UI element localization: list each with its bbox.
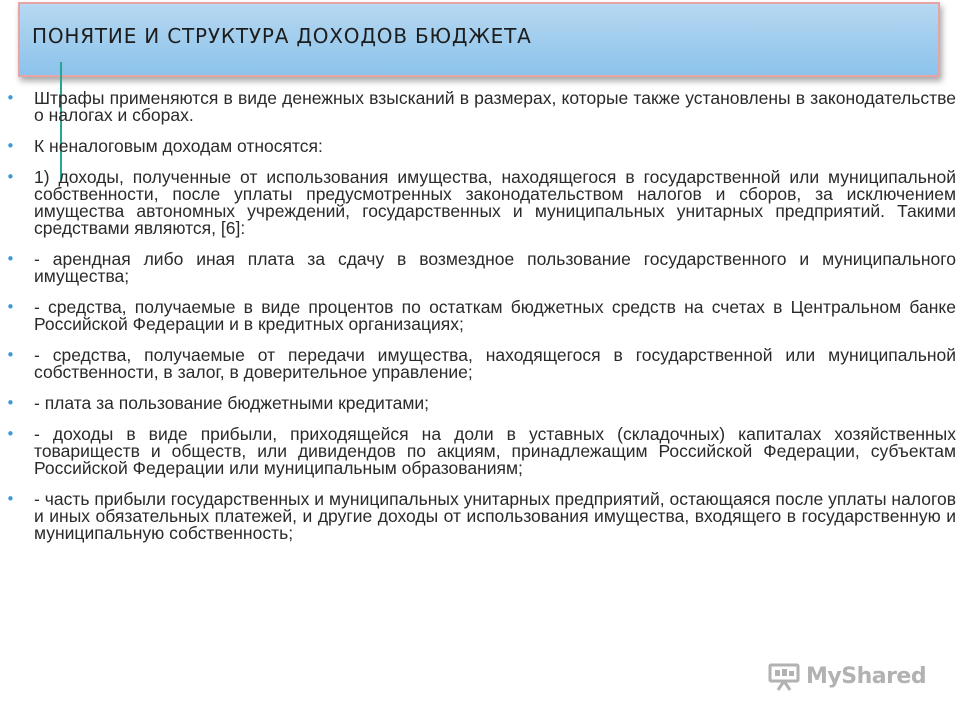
list-item	[4, 491, 956, 542]
list-item-text: - часть прибыли государственных и муниципальных унитарных предприятий, остающаяся после уплаты налогов и иных обязательных платежей, и другие доходы от использования имущества, входящего в государственную и муниципальную собственность;	[34, 489, 956, 543]
bullet-icon: •	[6, 346, 15, 364]
list-item-text: - доходы в виде прибыли, приходящейся на доли в уставных (складочных) капиталах хозяйственных товариществ и обществ, или дивидендов по акциям, принадлежащим Российской Федерации, субъектам Российской Федерации или муниципальным образованиям;	[34, 424, 956, 478]
list-item	[4, 138, 956, 155]
list-item-text: - плата за пользование бюджетными кредитами;	[34, 393, 430, 413]
list-item-text: К неналоговым доходам относятся:	[34, 136, 323, 156]
bullet-icon: •	[6, 168, 15, 186]
slide-title-box	[18, 2, 940, 77]
bullet-icon: •	[6, 490, 15, 508]
list-item	[4, 426, 956, 477]
list-item-text: - арендная либо иная плата за сдачу в возмездное пользование государственного и муниципального имущества;	[34, 249, 956, 286]
bullet-icon: •	[6, 425, 15, 443]
bullet-icon: •	[6, 298, 15, 316]
bullet-icon: •	[6, 89, 15, 107]
list-item	[4, 169, 956, 237]
list-item-text: 1) доходы, полученные от использования имущества, находящегося в государственной или муниципальной собственности, после уплаты предусмотренных законодательством налогов и сборов, за исключением имущества автономных учреждений, государственных и муниципальных унитарных предприятий. Такими средствами являются, [6]:	[34, 167, 956, 238]
list-item	[4, 251, 956, 285]
list-item	[4, 347, 956, 381]
slide-title: ПОНЯТИЕ И СТРУКТУРА ДОХОДОВ БЮДЖЕТА	[32, 24, 532, 48]
presentation-board-icon	[768, 661, 802, 691]
list-item-text: - средства, получаемые от передачи имущества, находящегося в государственной или муниципальной собственности, в залог, в доверительное управление;	[34, 345, 956, 382]
list-item	[4, 299, 956, 333]
bullet-icon: •	[6, 250, 15, 268]
watermark	[768, 660, 926, 692]
bullet-list	[4, 90, 956, 556]
list-item-text: Штрафы применяются в виде денежных взысканий в размерах, которые также установлены в законодательстве о налогах и сборах.	[34, 88, 956, 125]
list-item-text: - средства, получаемые в виде процентов по остаткам бюджетных средств на счетах в Центральном банке Российской Федерации и в кредитных организациях;	[34, 297, 956, 334]
list-item	[4, 395, 956, 412]
bullet-icon: •	[6, 394, 15, 412]
list-item	[4, 90, 956, 124]
watermark-text: MyShared	[806, 663, 927, 689]
bullet-icon: •	[6, 137, 15, 155]
